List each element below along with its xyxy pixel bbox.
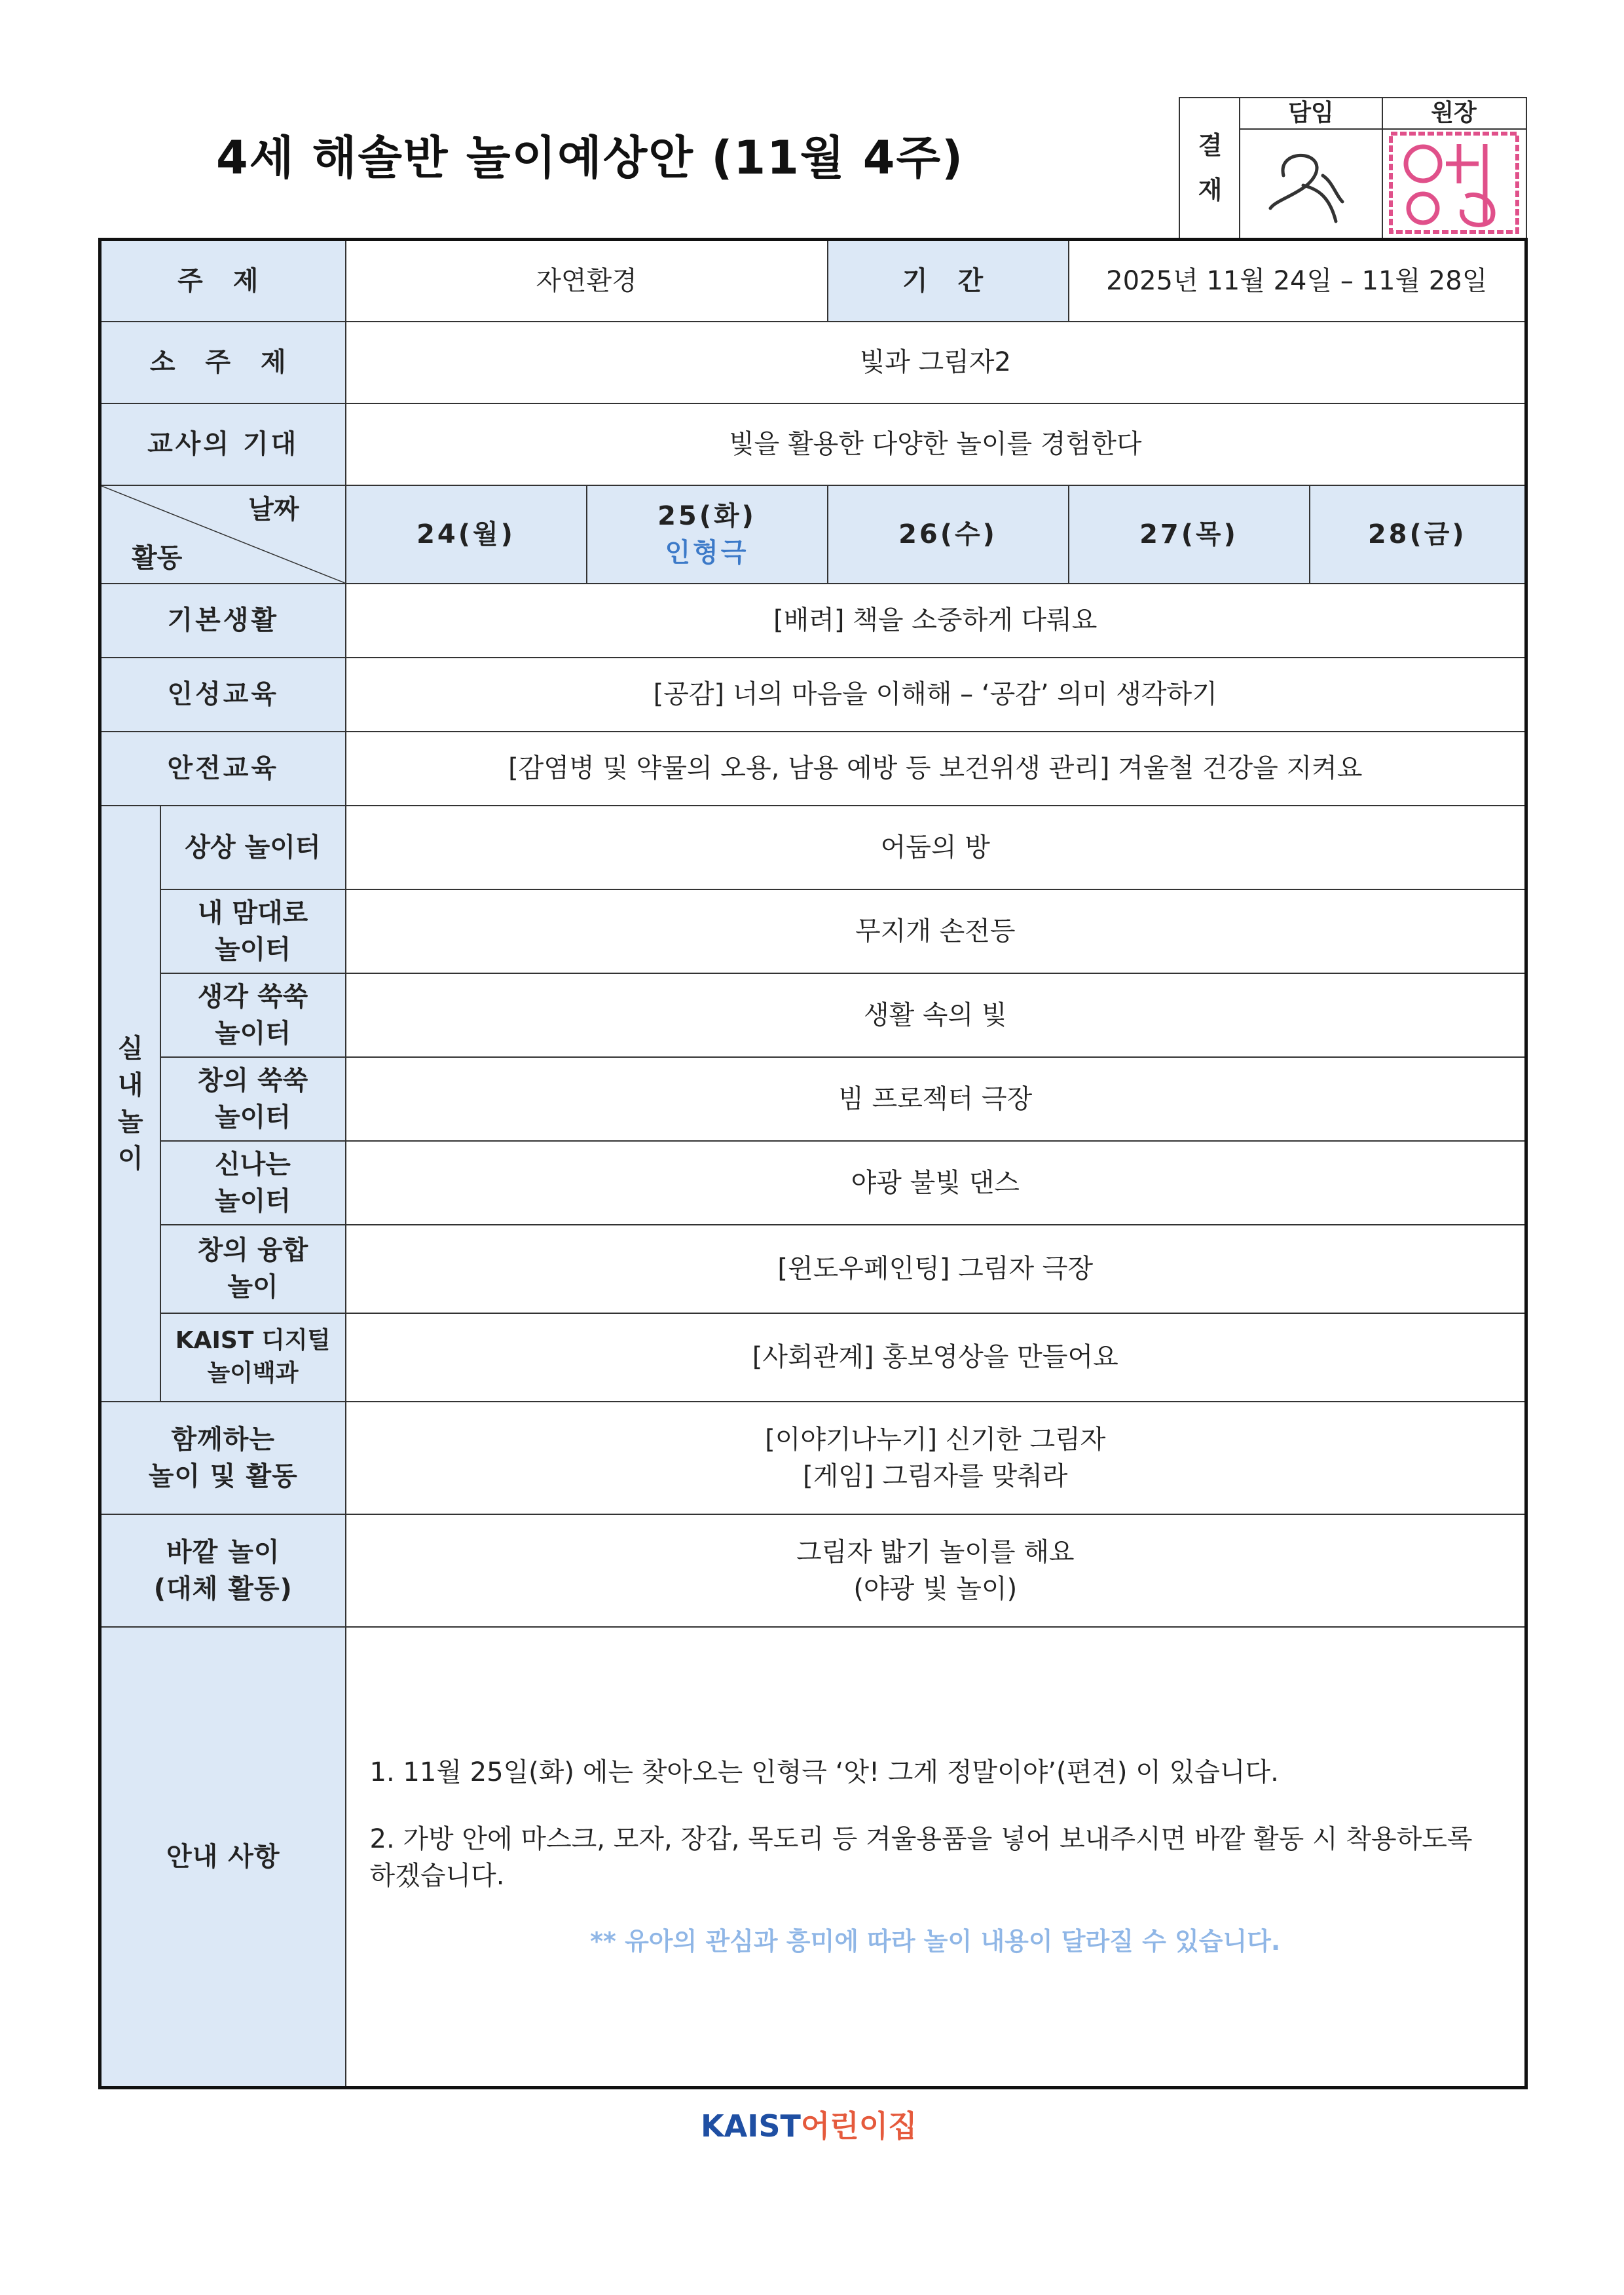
theme-value: 자연환경 (346, 240, 828, 322)
period-label: 기 간 (828, 240, 1069, 322)
footer-logo (701, 2102, 917, 2146)
indoor-item-value: 생활 속의 빛 (346, 973, 1526, 1057)
subtheme-label: 소 주 제 (100, 322, 346, 403)
notice-content (346, 1627, 1526, 2088)
safety-education-value: [감염병 및 약물의 오용, 남용 예방 등 보건위생 관리] 겨울철 건강을 지켜요 (346, 732, 1526, 806)
activity-plan-table (98, 238, 1528, 2089)
basic-life-label: 기본생활 (100, 584, 346, 658)
outdoor-play-value: 그림자 밟기 놀이를 해요 (야광 빛 놀이) (346, 1514, 1526, 1627)
indoor-item-value: 무지개 손전등 (346, 889, 1526, 973)
teacher-signature-icon (1257, 136, 1369, 228)
notice-disclaimer: ** 유아의 관심과 흥미에 따라 놀이 내용이 달라질 수 있습니다. (590, 1927, 1281, 1956)
day-tue: 25(화) 인형극 (587, 485, 828, 584)
period-value: 2025년 11월 24일 – 11월 28일 (1069, 240, 1526, 322)
day-tue-note: 인형극 (665, 537, 749, 568)
day-mon: 24(월) (346, 485, 587, 584)
date-activity-corner: 날짜 활동 (100, 485, 346, 584)
indoor-item-label: 창의 융합 놀이 (160, 1225, 346, 1313)
day-wed: 26(수) (828, 485, 1069, 584)
footer-suffix: 어린이집 (800, 2108, 917, 2144)
indoor-play-group-label: 실 내 놀 이 (100, 806, 160, 1402)
theme-label: 주 제 (100, 240, 346, 322)
indoor-item-label: 내 맘대로 놀이터 (160, 889, 346, 973)
footer-brand: KAIST (701, 2108, 801, 2144)
approval-teacher-header: 담임 (1288, 100, 1334, 126)
teacher-expectation-label: 교사의 기대 (100, 403, 346, 485)
basic-life-value: [배려] 책을 소중하게 다뤄요 (346, 584, 1526, 658)
outdoor-play-label: 바깥 놀이 (대체 활동) (100, 1514, 346, 1627)
notice-item-2: 2. 가방 안에 마스크, 모자, 장갑, 목도리 등 겨울용품을 넣어 보내주시면 바깥 활동 시 착용하도록 하겠습니다. (369, 1824, 1473, 1892)
day-thu: 27(목) (1069, 485, 1310, 584)
indoor-item-value: [윈도우페인팅] 그림자 극장 (346, 1225, 1526, 1313)
approval-side-label: 결 재 (1198, 131, 1223, 204)
character-education-label: 인성교육 (100, 658, 346, 732)
director-stamp-icon (1387, 131, 1521, 236)
indoor-item-label: 상상 놀이터 (160, 806, 346, 889)
together-activity-value: [이야기나누기] 신기한 그림자 [게임] 그림자를 맞춰라 (346, 1402, 1526, 1514)
notice-item-1: 1. 11월 25일(화) 에는 찾아오는 인형극 ‘앗! 그게 정말이야’(편견) 이 있습니다. (369, 1757, 1279, 1788)
approval-box (1179, 97, 1526, 238)
together-activity-label: 함께하는 놀이 및 활동 (100, 1402, 346, 1514)
day-fri: 28(금) (1310, 485, 1526, 584)
indoor-item-value: [사회관계] 홍보영상을 만들어요 (346, 1313, 1526, 1402)
indoor-item-label: KAIST 디지털 놀이백과 (160, 1313, 346, 1402)
approval-director-header: 원장 (1431, 100, 1477, 126)
teacher-expectation-value: 빛을 활용한 다양한 놀이를 경험한다 (346, 403, 1526, 485)
notice-label: 안내 사항 (100, 1627, 346, 2088)
indoor-item-label: 신나는 놀이터 (160, 1141, 346, 1225)
indoor-item-value: 야광 불빛 댄스 (346, 1141, 1526, 1225)
subtheme-value: 빛과 그림자2 (346, 322, 1526, 403)
indoor-item-label: 창의 쑥쑥 놀이터 (160, 1057, 346, 1141)
indoor-item-value: 어둠의 방 (346, 806, 1526, 889)
indoor-item-label: 생각 쑥쑥 놀이터 (160, 973, 346, 1057)
safety-education-label: 안전교육 (100, 732, 346, 806)
character-education-value: [공감] 너의 마음을 이해해 – ‘공감’ 의미 생각하기 (346, 658, 1526, 732)
indoor-item-value: 빔 프로젝터 극장 (346, 1057, 1526, 1141)
page-title: 4세 해솔반 놀이예상안 (11월 4주) (216, 131, 965, 185)
